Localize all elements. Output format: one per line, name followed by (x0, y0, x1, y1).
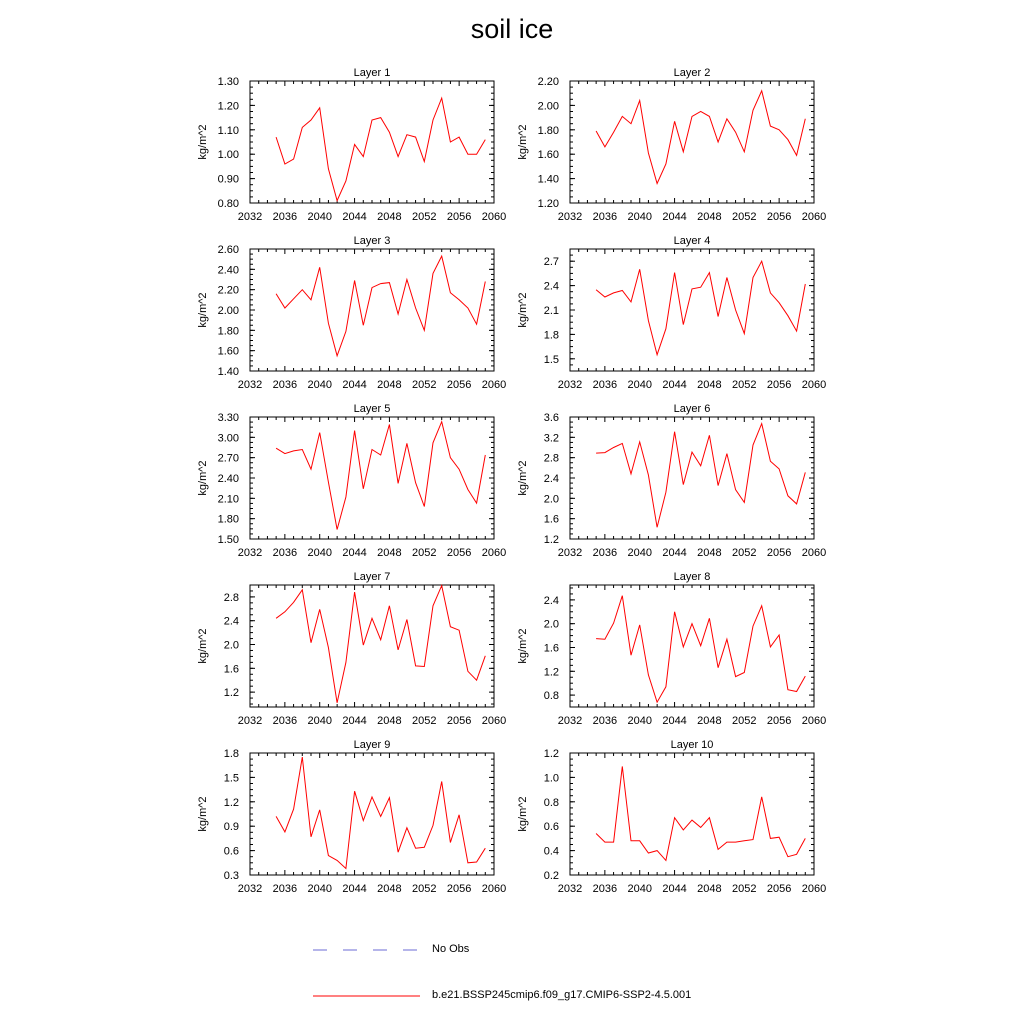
x-tick-label: 2044 (662, 883, 687, 895)
x-tick-label: 2052 (732, 379, 757, 391)
y-tick-label: 0.8 (543, 796, 559, 809)
x-tick-label: 2036 (272, 211, 298, 223)
panel-layer-10 (517, 739, 826, 895)
x-tick-label: 2060 (801, 547, 827, 559)
y-tick-label: 2.10 (217, 493, 239, 506)
x-tick-label: 2036 (272, 547, 298, 559)
x-tick-label: 2036 (272, 379, 298, 391)
x-tick-label: 2052 (412, 211, 437, 223)
x-tick-label: 2040 (307, 211, 332, 223)
x-tick-label: 2032 (557, 715, 583, 727)
x-tick-label: 2032 (557, 379, 583, 391)
y-tick-label: 1.80 (537, 124, 559, 137)
x-tick-label: 2044 (342, 883, 367, 895)
x-tick-label: 2052 (412, 883, 437, 895)
y-axis-label: kg/m^2 (197, 796, 209, 832)
y-tick-label: 2.40 (217, 264, 239, 277)
y-tick-label: 0.3 (223, 870, 239, 882)
x-tick-label: 2036 (592, 547, 618, 559)
model-series-line (596, 596, 805, 703)
panel-title: Layer 7 (353, 571, 391, 583)
model-series-line (596, 261, 805, 355)
x-tick-label: 2032 (237, 379, 263, 391)
x-tick-label: 2032 (237, 883, 263, 895)
x-tick-label: 2040 (627, 379, 652, 391)
y-tick-label: 2.0 (543, 618, 559, 631)
model-series-line (276, 757, 485, 868)
y-tick-label: 0.4 (543, 845, 559, 858)
x-tick-label: 2044 (342, 211, 367, 223)
y-tick-label: 2.0 (223, 639, 239, 652)
x-tick-label: 2052 (412, 715, 437, 727)
model-series-line (276, 256, 485, 356)
x-tick-label: 2060 (481, 715, 507, 727)
x-tick-label: 2048 (377, 715, 402, 727)
y-tick-label: 1.30 (217, 76, 239, 88)
x-tick-label: 2044 (342, 379, 367, 391)
y-axis-label: kg/m^2 (197, 628, 209, 664)
x-tick-label: 2048 (697, 211, 722, 223)
panel-title: Layer 10 (670, 739, 714, 751)
y-tick-label: 3.00 (217, 432, 239, 445)
x-tick-label: 2052 (732, 547, 757, 559)
y-axis-label: kg/m^2 (517, 460, 529, 496)
y-tick-label: 0.90 (217, 173, 239, 186)
panel-layer-3 (197, 235, 506, 391)
y-tick-label: 1.6 (223, 663, 239, 676)
y-tick-label: 1.2 (543, 748, 559, 760)
x-tick-label: 2036 (592, 379, 618, 391)
x-tick-label: 2056 (446, 211, 472, 223)
x-tick-label: 2048 (697, 883, 722, 895)
y-tick-label: 1.8 (223, 748, 239, 760)
x-tick-label: 2032 (557, 547, 583, 559)
x-tick-label: 2048 (697, 715, 722, 727)
plot-frame (570, 81, 814, 203)
x-tick-label: 2044 (662, 211, 687, 223)
y-axis-label: kg/m^2 (517, 628, 529, 664)
y-tick-label: 1.50 (217, 534, 239, 546)
x-tick-label: 2040 (307, 547, 332, 559)
y-tick-label: 1.8 (543, 329, 559, 342)
y-tick-label: 1.80 (217, 513, 239, 526)
x-tick-label: 2036 (272, 715, 298, 727)
y-tick-label: 1.5 (223, 772, 239, 785)
y-tick-label: 1.20 (217, 100, 239, 113)
x-tick-label: 2056 (766, 379, 792, 391)
x-tick-label: 2040 (627, 211, 652, 223)
plot-frame (250, 585, 494, 707)
y-tick-label: 2.4 (543, 280, 559, 293)
y-tick-label: 1.2 (223, 687, 239, 700)
panel-layer-9 (197, 739, 506, 895)
y-tick-label: 1.2 (223, 796, 239, 809)
y-tick-label: 2.4 (223, 615, 239, 628)
panel-layer-2 (517, 67, 826, 223)
x-tick-label: 2032 (557, 883, 583, 895)
x-tick-label: 2056 (766, 211, 792, 223)
y-tick-label: 1.60 (217, 345, 239, 358)
x-tick-label: 2056 (766, 547, 792, 559)
y-axis-label: kg/m^2 (517, 796, 529, 832)
y-tick-label: 2.20 (537, 76, 559, 88)
x-tick-label: 2052 (412, 379, 437, 391)
y-tick-label: 3.6 (543, 412, 559, 424)
model-series-line (596, 91, 805, 184)
panel-title: Layer 4 (673, 235, 711, 247)
x-tick-label: 2032 (237, 547, 263, 559)
y-tick-label: 2.8 (223, 591, 239, 604)
plot-frame (570, 249, 814, 371)
legend-model-label: b.e21.BSSP245cmip6.f09_g17.CMIP6-SSP2-4.5.001 (432, 989, 692, 1001)
y-tick-label: 0.6 (543, 821, 559, 834)
y-tick-label: 1.2 (543, 534, 559, 546)
x-tick-label: 2060 (481, 547, 507, 559)
x-tick-label: 2048 (377, 547, 402, 559)
y-tick-label: 2.1 (543, 305, 559, 317)
model-series-line (276, 586, 485, 703)
x-tick-label: 2056 (446, 379, 472, 391)
y-tick-label: 3.2 (543, 432, 559, 445)
panel-title: Layer 8 (673, 571, 711, 583)
y-tick-label: 1.6 (543, 513, 559, 526)
y-tick-label: 0.2 (543, 870, 559, 882)
y-tick-label: 1.6 (543, 642, 559, 655)
y-tick-label: 1.80 (217, 325, 239, 338)
plot-frame (570, 753, 814, 875)
x-tick-label: 2060 (481, 883, 507, 895)
plot-frame (570, 417, 814, 539)
x-tick-label: 2044 (342, 547, 367, 559)
y-axis-label: kg/m^2 (197, 124, 209, 160)
plot-frame (250, 417, 494, 539)
x-tick-label: 2044 (342, 715, 367, 727)
plot-frame (250, 249, 494, 371)
panel-title: Layer 1 (353, 67, 391, 79)
y-tick-label: 1.5 (543, 353, 559, 366)
y-tick-label: 0.9 (223, 821, 239, 834)
model-series-line (276, 98, 485, 201)
x-tick-label: 2060 (801, 211, 827, 223)
y-tick-label: 2.00 (537, 100, 559, 113)
panel-layer-7 (197, 571, 506, 727)
y-tick-label: 2.40 (217, 473, 239, 485)
x-tick-label: 2040 (627, 547, 652, 559)
plot-frame (570, 585, 814, 707)
y-tick-label: 2.4 (543, 594, 559, 607)
x-tick-label: 2036 (272, 883, 298, 895)
y-axis-label: kg/m^2 (197, 292, 209, 328)
panel-layer-4 (517, 235, 826, 391)
x-tick-label: 2060 (801, 379, 827, 391)
panel-layer-1 (197, 67, 506, 223)
model-series-line (596, 766, 805, 860)
plot-frame (250, 753, 494, 875)
x-tick-label: 2056 (446, 883, 472, 895)
y-tick-label: 1.00 (217, 149, 239, 162)
x-tick-label: 2056 (446, 715, 472, 727)
panel-title: Layer 6 (673, 403, 711, 415)
x-tick-label: 2044 (662, 379, 687, 391)
y-tick-label: 1.20 (537, 198, 559, 210)
x-tick-label: 2060 (801, 715, 827, 727)
y-tick-label: 2.7 (543, 256, 559, 269)
x-tick-label: 2040 (627, 715, 652, 727)
y-tick-label: 1.0 (543, 772, 559, 785)
x-tick-label: 2044 (662, 547, 687, 559)
y-tick-label: 0.6 (223, 845, 239, 858)
x-tick-label: 2036 (592, 211, 618, 223)
y-tick-label: 1.40 (537, 173, 559, 186)
panel-layer-6 (517, 403, 826, 559)
figure-title: soil ice (470, 14, 554, 44)
y-tick-label: 2.00 (217, 305, 239, 317)
x-tick-label: 2032 (557, 211, 583, 223)
model-series-line (276, 422, 485, 530)
x-tick-label: 2040 (307, 883, 332, 895)
y-tick-label: 0.8 (543, 690, 559, 703)
x-tick-label: 2056 (766, 715, 792, 727)
x-tick-label: 2052 (732, 211, 757, 223)
y-axis-label: kg/m^2 (197, 460, 209, 496)
y-tick-label: 0.80 (217, 198, 239, 210)
x-tick-label: 2052 (732, 883, 757, 895)
x-tick-label: 2040 (307, 379, 332, 391)
x-tick-label: 2056 (766, 883, 792, 895)
x-tick-label: 2048 (377, 211, 402, 223)
panel-title: Layer 2 (673, 67, 711, 79)
panel-title: Layer 9 (353, 739, 391, 751)
x-tick-label: 2048 (697, 547, 722, 559)
y-tick-label: 3.30 (217, 412, 239, 424)
x-tick-label: 2060 (481, 379, 507, 391)
x-tick-label: 2036 (592, 883, 618, 895)
x-tick-label: 2044 (662, 715, 687, 727)
y-tick-label: 1.2 (543, 666, 559, 679)
y-axis-label: kg/m^2 (517, 292, 529, 328)
x-tick-label: 2048 (697, 379, 722, 391)
x-tick-label: 2052 (732, 715, 757, 727)
y-tick-label: 1.40 (217, 366, 239, 378)
panel-layer-8 (517, 571, 826, 727)
y-axis-label: kg/m^2 (517, 124, 529, 160)
y-tick-label: 2.60 (217, 244, 239, 256)
plot-frame (250, 81, 494, 203)
y-tick-label: 2.70 (217, 452, 239, 465)
x-tick-label: 2048 (377, 379, 402, 391)
x-tick-label: 2040 (307, 715, 332, 727)
y-tick-label: 2.20 (217, 284, 239, 297)
y-tick-label: 2.0 (543, 493, 559, 506)
x-tick-label: 2052 (412, 547, 437, 559)
x-tick-label: 2056 (446, 547, 472, 559)
legend-obs-label: No Obs (432, 943, 470, 955)
x-tick-label: 2060 (801, 883, 827, 895)
y-tick-label: 2.8 (543, 452, 559, 465)
x-tick-label: 2032 (237, 211, 263, 223)
x-tick-label: 2060 (481, 211, 507, 223)
panel-title: Layer 3 (353, 235, 391, 247)
x-tick-label: 2032 (237, 715, 263, 727)
model-series-line (596, 424, 805, 528)
y-tick-label: 1.10 (217, 124, 239, 137)
panel-title: Layer 5 (353, 403, 391, 415)
x-tick-label: 2040 (627, 883, 652, 895)
panel-layer-5 (197, 403, 506, 559)
x-tick-label: 2036 (592, 715, 618, 727)
y-tick-label: 1.60 (537, 149, 559, 162)
y-tick-label: 2.4 (543, 473, 559, 485)
x-tick-label: 2048 (377, 883, 402, 895)
